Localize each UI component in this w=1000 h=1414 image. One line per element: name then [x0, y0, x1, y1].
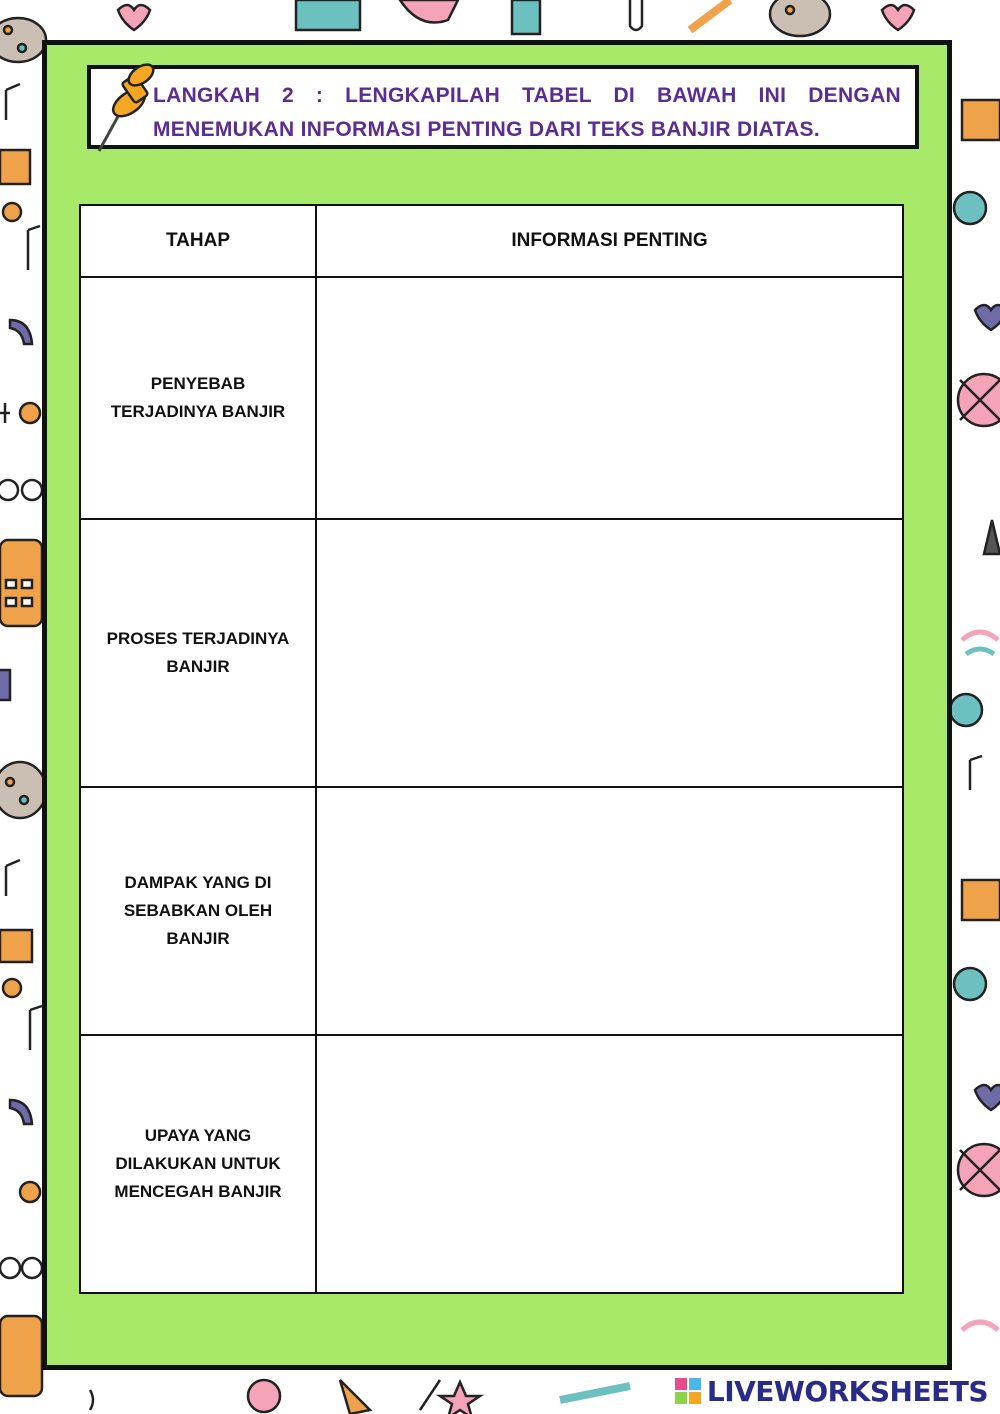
table-row [80, 787, 903, 1035]
answer-cell-prevention[interactable] [316, 1035, 903, 1293]
table-row [80, 1035, 903, 1293]
stage-cause: PENYEBAB TERJADINYA BANJIR [80, 277, 316, 519]
liveworksheets-brand[interactable] [675, 1374, 988, 1408]
brand-text: LIVEWORKSHEETS [706, 1374, 988, 1408]
instruction-banner [87, 65, 919, 149]
liveworksheets-logo-icon [675, 1378, 701, 1404]
instruction-text: LANGKAH 2 : LENGKAPILAH TABEL DI BAWAH INI DENGAN MENEMUKAN INFORMASI PENTING DARI TEKS BANJIR DIATAS. [153, 84, 901, 141]
stage-process: PROSES TERJADINYA BANJIR [80, 519, 316, 787]
stage-impact: DAMPAK YANG DI SEBABKAN OLEH BANJIR [80, 787, 316, 1035]
information-table [79, 204, 904, 1294]
pushpin-icon [91, 59, 155, 155]
table-row [80, 277, 903, 519]
header-stage: TAHAP [80, 205, 316, 277]
answer-cell-cause[interactable] [316, 277, 903, 519]
table-header-row [80, 205, 903, 277]
table-row [80, 519, 903, 787]
worksheet-panel [42, 40, 952, 1370]
stage-prevention: UPAYA YANG DILAKUKAN UNTUK MENCEGAH BANJIR [80, 1035, 316, 1293]
header-important-info: INFORMASI PENTING [316, 205, 903, 277]
answer-cell-process[interactable] [316, 519, 903, 787]
answer-cell-impact[interactable] [316, 787, 903, 1035]
